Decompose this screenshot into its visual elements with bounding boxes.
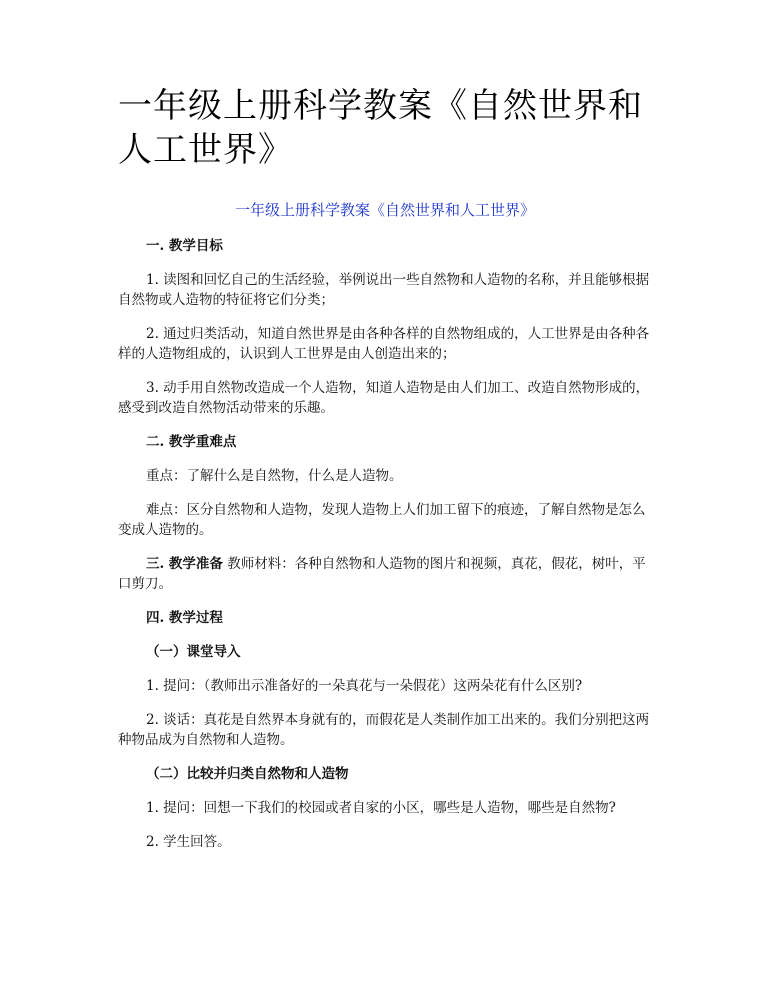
paragraph-compare-1: 1. 提问：回想一下我们的校园或者自家的小区，哪些是人造物，哪些是自然物? [146, 800, 616, 816]
section-heading-key-points: 二. 教学重难点 [146, 434, 237, 450]
paragraph-compare-2: 2. 学生回答。 [146, 834, 231, 850]
section-heading-process: 四. 教学过程 [146, 610, 223, 626]
paragraph-intro-1: 1. 提问：（教师出示准备好的一朵真花与一朵假花）这两朵花有什么区别? [146, 678, 583, 694]
subsection-heading-intro: （一）课堂导入 [146, 644, 241, 660]
section-heading-goals: 一. 教学目标 [146, 238, 223, 254]
paragraph-difficulty: 难点：区分自然物和人造物，发现人造物上人们加工留下的痕迹，了解自然物是怎么变成人造物的。 [118, 502, 646, 538]
paragraph-key-point: 重点：了解什么是自然物，什么是人造物。 [146, 468, 403, 484]
paragraph-goal-3: 3. 动手用自然物改造成一个人造物，知道人造物是由人们加工、改造自然物形成的，感受到改造自然物活动带来的乐趣。 [118, 380, 650, 416]
subsection-heading-compare: （二）比较并归类自然物和人造物 [146, 766, 349, 782]
paragraph-preparation [118, 554, 652, 594]
paragraph-goal-1: 1. 读图和回忆自己的生活经验，举例说出一些自然物和人造物的名称，并且能够根据自然物或人造物的特征将它们分类； [118, 272, 650, 308]
paragraph-goal-2: 2. 通过归类活动，知道自然世界是由各种各样的自然物组成的，人工世界是由各种各样的人造物组成的，认识到人工世界是由人创造出来的； [118, 326, 650, 362]
document-subtitle: 一年级上册科学教案《自然世界和人工世界》 [234, 201, 535, 219]
document-title: 一年级上册科学教案《自然世界和人工世界》 [118, 86, 643, 170]
paragraph-intro-2: 2. 谈话：真花是自然界本身就有的，而假花是人类制作加工出来的。我们分别把这两种物品成为自然物和人造物。 [118, 712, 650, 748]
section-heading-preparation: 三. 教学准备 [146, 556, 223, 572]
preparation-text: 教师材料：各种自然物和人造物的图片和视频，真花，假花，树叶，平口剪刀。 [118, 556, 646, 592]
